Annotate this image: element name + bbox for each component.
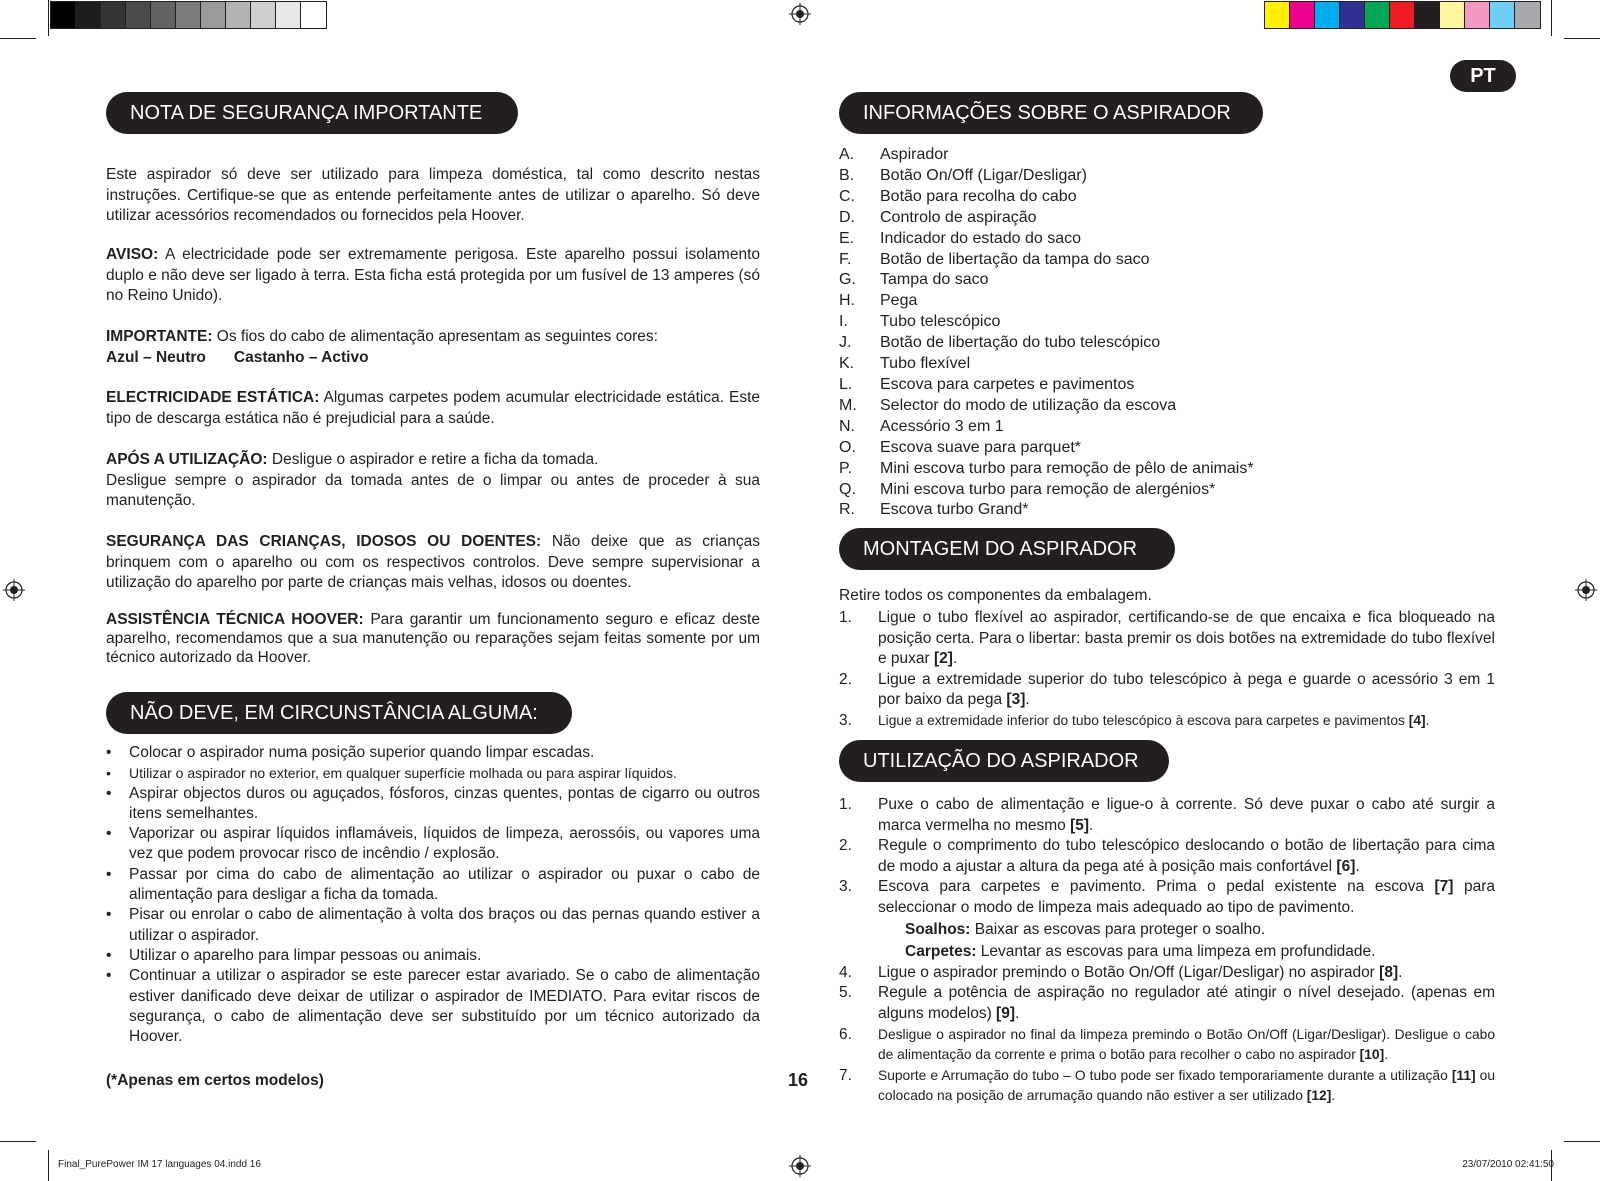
gray-calibration-bar — [50, 1, 327, 29]
part-key: N. — [839, 417, 855, 435]
children-label: SEGURANÇA DAS CRIANÇAS, IDOSOS OU DOENTES: — [106, 533, 542, 550]
step-text-wrap — [878, 963, 1495, 984]
children-paragraph — [106, 532, 760, 594]
step-text-wrap — [878, 795, 1495, 836]
part-item — [839, 333, 1254, 354]
registration-mark-icon — [1575, 579, 1597, 601]
part-item — [839, 187, 1254, 208]
part-item — [839, 229, 1254, 250]
warning-label: AVISO: — [106, 246, 159, 263]
step-number: 2. — [839, 670, 852, 688]
static-text: Algumas carpetes podem acumular electricidade estática. Este tipo de descarga estática não é prejudicial para a saúde. — [106, 389, 760, 427]
step-text: Ligue a extremidade superior do tubo telescópico à pega e guarde o acessório 3 em 1 por baixo da pega — [878, 670, 1495, 709]
registration-mark-icon — [3, 579, 25, 601]
after-use-text: Desligue o aspirador e retire a ficha da tomada. — [267, 451, 599, 468]
important-text: Os fios do cabo de alimentação apresentam as seguintes cores: — [212, 328, 658, 345]
step-item — [839, 795, 1495, 836]
part-label: Escova para carpetes e pavimentos — [880, 375, 1135, 393]
crop-mark — [48, 1150, 49, 1181]
step-end: . — [1015, 1004, 1020, 1022]
step-ref: [12] — [1306, 1088, 1332, 1104]
step-ref: [2] — [934, 650, 953, 668]
part-label: Mini escova turbo para remoção de alergénios* — [880, 480, 1216, 498]
step-end: . — [1398, 963, 1403, 981]
heading-never: NÃO DEVE, EM CIRCUNSTÂNCIA ALGUMA: — [106, 692, 572, 734]
step-number: 3. — [839, 878, 852, 896]
step-text-wrap — [878, 983, 1495, 1024]
step-ref: [8] — [1379, 963, 1399, 981]
after-use-paragraph — [106, 450, 760, 512]
language-tab: PT — [1450, 60, 1516, 92]
step-ref: [3] — [1006, 691, 1026, 709]
service-text: Para garantir um funcionamento seguro e eficaz deste aparelho, recomendamos que a sua manutenção ou reparações sejam feitas somente por um técnico autorizado da Hoover. — [106, 611, 760, 666]
color-swatch — [1415, 2, 1440, 28]
color-swatch — [1340, 2, 1365, 28]
part-label: Escova suave para parquet* — [880, 438, 1082, 456]
color-swatch — [1465, 2, 1490, 28]
step-item — [839, 1025, 1495, 1066]
warning-text: A electricidade pode ser extremamente perigosa. Este aparelho possui isolamento duplo e não deve ser ligado à terra. Esta ficha está protegida por um fusível de 13 amperes (só no Reino Unido). — [106, 246, 760, 304]
step-text-wrap — [878, 836, 1495, 877]
never-list — [106, 743, 760, 1047]
heading-use: UTILIZAÇÃO DO ASPIRADOR — [839, 740, 1169, 782]
step-end: . — [1089, 816, 1094, 834]
part-item — [839, 396, 1254, 417]
step-text: Ligue a extremidade inferior do tubo telescópico à escova para carpetes e pavimentos — [878, 712, 1409, 728]
gray-swatch — [276, 2, 301, 28]
part-item — [839, 270, 1254, 291]
slug-date: 23/07/2010 02:41:50 — [1462, 1159, 1554, 1170]
step-end: ou colocado na posição de arrumação quando não estiver a ser utilizado — [878, 1067, 1495, 1104]
step-item — [839, 983, 1495, 1024]
crop-mark — [1551, 0, 1552, 36]
step-text-wrap — [878, 1025, 1495, 1066]
part-label: Botão para recolha do cabo — [880, 187, 1077, 205]
soalhos-label: Soalhos: — [905, 920, 971, 938]
heading-info: INFORMAÇÕES SOBRE O ASPIRADOR — [839, 92, 1263, 134]
safety-intro — [106, 165, 760, 227]
part-item — [839, 312, 1254, 333]
step-end: . — [1025, 691, 1030, 709]
step-text-wrap — [878, 1066, 1495, 1107]
step-text-wrap — [878, 877, 1495, 962]
gray-swatch — [151, 2, 176, 28]
part-key: D. — [839, 208, 855, 226]
part-item — [839, 208, 1254, 229]
step-item — [839, 711, 1495, 732]
soalhos-text: Baixar as escovas para proteger o soalho. — [970, 920, 1266, 938]
step-text-wrap — [878, 608, 1495, 670]
step-text: Escova para carpetes e pavimento. Prima o pedal existente na escova — [878, 878, 1435, 896]
step-text-wrap — [878, 711, 1495, 732]
part-item — [839, 166, 1254, 187]
part-key: P. — [839, 459, 853, 477]
step-end: . — [952, 650, 958, 668]
step-end: . — [1425, 712, 1430, 728]
step-number: 1. — [839, 796, 852, 813]
part-label: Escova turbo Grand* — [880, 501, 1029, 519]
parts-list — [839, 145, 1254, 521]
crop-mark — [0, 38, 36, 39]
part-label: Mini escova turbo para remoção de pêlo de animais* — [880, 459, 1254, 477]
assembly-steps — [839, 608, 1495, 732]
part-label: Tubo flexível — [880, 355, 971, 373]
color-swatch — [1365, 2, 1390, 28]
service-label: ASSISTÊNCIA TÉCNICA HOOVER: — [106, 611, 364, 628]
crop-mark — [1564, 38, 1600, 39]
gray-swatch — [251, 2, 276, 28]
step-end: . — [1331, 1088, 1336, 1104]
step-number: 3. — [839, 711, 852, 729]
color-swatch — [1315, 2, 1340, 28]
step-text: Regule a potência de aspiração no regulador até atingir o nível desejado. (apenas em alguns modelos) — [878, 984, 1495, 1022]
gray-swatch — [76, 2, 101, 28]
crop-mark — [48, 0, 49, 36]
wire-blue: Azul – Neutro — [106, 348, 206, 366]
step-number: 1. — [839, 609, 852, 626]
page-number: 16 — [788, 1070, 809, 1090]
part-item — [839, 500, 1254, 521]
step-text: Regule o comprimento do tubo telescópico deslocando o botão de libertação para cima de modo a ajustar a altura da pega até à posição mais confortável — [878, 837, 1495, 875]
part-label: Pega — [880, 292, 918, 310]
step-text: Ligue o aspirador premindo o Botão On/Off (Ligar/Desligar) no aspirador — [878, 963, 1380, 981]
part-item — [839, 459, 1254, 480]
step-number: 4. — [839, 963, 852, 981]
gray-swatch — [301, 2, 326, 28]
part-key: J. — [839, 334, 852, 352]
never-item: • Utilizar o aspirador no exterior, em qualquer superfície molhada ou para aspirar líquidos. — [106, 763, 760, 783]
part-key: R. — [839, 501, 855, 519]
step-number: 5. — [839, 984, 852, 1002]
part-key: L. — [839, 375, 853, 393]
part-label: Botão On/Off (Ligar/Desligar) — [880, 166, 1087, 184]
part-item — [839, 291, 1254, 312]
step-end: para seleccionar o modo de limpeza mais adequado ao tipo de pavimento. — [878, 878, 1495, 916]
part-item — [839, 145, 1254, 166]
part-key: C. — [839, 187, 855, 205]
never-item: • Vaporizar ou aspirar líquidos inflamáveis, líquidos de limpeza, aerossóis, ou vapores uma vez que podem provocar risco de incêndio / explosão. — [106, 824, 760, 865]
color-swatch — [1265, 2, 1290, 28]
crop-mark — [1564, 1141, 1600, 1142]
step-text-wrap — [878, 670, 1495, 711]
step-item — [839, 608, 1495, 670]
color-swatch — [1440, 2, 1465, 28]
footnote: (*Apenas em certos modelos) — [106, 1072, 324, 1089]
gray-swatch — [226, 2, 251, 28]
step-ref: [9] — [996, 1004, 1015, 1022]
step-text: Suporte e Arrumação do tubo – O tubo pode ser fixado temporariamente durante a utilização — [878, 1067, 1452, 1083]
part-item — [839, 438, 1254, 459]
wire-brown: Castanho – Activo — [233, 348, 369, 366]
step-end: . — [1384, 1047, 1389, 1063]
part-label: Botão de libertação da tampa do saco — [880, 250, 1150, 268]
step-item — [839, 670, 1495, 711]
never-item: • Aspirar objectos duros ou aguçados, fósforos, cinzas quentes, pontas de cigarro ou outros itens semelhantes. — [106, 784, 760, 825]
part-label: Tubo telescópico — [880, 313, 1001, 331]
registration-mark-icon — [789, 3, 811, 25]
color-swatch — [1390, 2, 1415, 28]
step-number: 2. — [839, 837, 852, 855]
safety-intro-text: Este aspirador só deve ser utilizado para limpeza doméstica, tal como descrito nestas instruções. Certifique-se que as entende perfeitamente antes de utilizar o aparelho. Só deve utilizar acessórios recomendados ou fornecidos pela Hoover. — [106, 166, 760, 224]
step-text: Desligue o aspirador no final da limpeza premindo o Botão On/Off (Ligar/Desligar). Desligue o cabo de alimentação da corrente e prima o botão para recolher o cabo no aspirador — [878, 1026, 1495, 1063]
color-swatch — [1290, 2, 1315, 28]
carpetes-text: Levantar as escovas para uma limpeza em profundidade. — [976, 943, 1376, 961]
static-label: ELECTRICIDADE ESTÁTICA: — [106, 389, 320, 406]
part-item — [839, 417, 1254, 438]
part-label: Controlo de aspiração — [880, 208, 1037, 226]
step-ref: [6] — [1336, 857, 1356, 875]
step-end: . — [1355, 857, 1360, 875]
warning-paragraph — [106, 245, 760, 307]
part-item — [839, 375, 1254, 396]
never-item: • Utilizar o aparelho para limpar pessoas ou animais. — [106, 946, 760, 966]
never-item: • Pisar ou enrolar o cabo de alimentação à volta dos braços ou das pernas quando estiver a utilizar o aspirador. — [106, 905, 760, 946]
important-paragraph — [106, 327, 760, 368]
soalhos-note — [878, 920, 1495, 941]
step-number: 7. — [839, 1066, 852, 1084]
part-label: Acessório 3 em 1 — [880, 417, 1004, 435]
part-label: Selector do modo de utilização da escova — [880, 396, 1177, 414]
after-use-text-2: Desligue sempre o aspirador da tomada antes de o limpar ou antes de proceder à sua manutenção. — [106, 471, 760, 509]
step-text: Ligue o tubo flexível ao aspirador, certificando-se de que encaixa e fica bloqueado na posição certa. Para o libertar: basta premir os dois botões na extremidade do tubo flexível e puxar — [878, 609, 1495, 668]
assembly-intro: Retire todos os componentes da embalagem. — [839, 587, 1152, 604]
color-calibration-bar — [1264, 1, 1541, 29]
part-item — [839, 250, 1254, 271]
service-paragraph — [106, 610, 760, 667]
part-key: E. — [839, 229, 855, 247]
gray-swatch — [101, 2, 126, 28]
gray-swatch — [201, 2, 226, 28]
step-item — [839, 1066, 1495, 1107]
step-ref: [10] — [1359, 1047, 1385, 1063]
part-item — [839, 354, 1254, 375]
crop-mark — [0, 1141, 36, 1142]
part-key: F. — [839, 250, 852, 268]
part-key: I. — [839, 313, 848, 331]
part-key: G. — [839, 271, 856, 289]
step-text: Puxe o cabo de alimentação e ligue-o à corrente. Só deve puxar o cabo até surgir a marca vermelha no mesmo — [878, 796, 1495, 834]
carpetes-note — [878, 942, 1495, 963]
part-key: A. — [839, 146, 855, 163]
never-item: • Colocar o aspirador numa posição superior quando limpar escadas. — [106, 743, 760, 763]
registration-mark-icon — [789, 1155, 811, 1177]
color-swatch — [1490, 2, 1515, 28]
never-item: • Passar por cima do cabo de alimentação ao utilizar o aspirador ou puxar o cabo de alimentação para desligar a ficha da tomada. — [106, 865, 760, 906]
step-number: 6. — [839, 1025, 852, 1043]
gray-swatch — [176, 2, 201, 28]
slug-file: Final_PurePower IM 17 languages 04.indd 16 — [58, 1159, 261, 1170]
usage-steps — [839, 795, 1495, 1107]
part-key: B. — [839, 166, 855, 184]
step-item — [839, 877, 1495, 962]
part-key: K. — [839, 355, 855, 373]
step-ref: [11] — [1451, 1067, 1476, 1083]
part-key: O. — [839, 438, 856, 456]
part-item — [839, 480, 1254, 501]
part-label: Tampa do saco — [880, 271, 989, 289]
part-label: Botão de libertação do tubo telescópico — [880, 334, 1161, 352]
children-text: Não deixe que as crianças brinquem com o aparelho ou com os respectivos controlos. Deve sempre supervisionar a utilização do aparelho por parte de crianças mais velhas, idosos ou doentes. — [106, 533, 760, 591]
part-key: H. — [839, 292, 855, 310]
heading-safety: NOTA DE SEGURANÇA IMPORTANTE — [106, 92, 518, 134]
carpetes-label: Carpetes: — [905, 943, 977, 961]
important-label: IMPORTANTE: — [106, 328, 213, 345]
heading-assembly: MONTAGEM DO ASPIRADOR — [839, 528, 1175, 570]
static-paragraph — [106, 388, 760, 429]
step-item — [839, 836, 1495, 877]
never-item: • Continuar a utilizar o aspirador se este parecer estar avariado. Se o cabo de alimentação estiver danificado deve deixar de utilizar o aspirador de IMEDIATO. Para evitar riscos de segurança, o cabo de alimentação deve ser substituído por um técnico autorizado da Hoover. — [106, 966, 760, 1047]
part-key: Q. — [839, 480, 856, 498]
part-label: Aspirador — [880, 146, 949, 163]
after-use-label: APÓS A UTILIZAÇÃO: — [106, 451, 268, 468]
step-ref: [4] — [1408, 712, 1426, 728]
part-key: M. — [839, 396, 857, 414]
color-swatch — [1515, 2, 1540, 28]
step-item — [839, 963, 1495, 984]
step-ref: [7] — [1434, 878, 1454, 896]
gray-swatch — [126, 2, 151, 28]
gray-swatch — [51, 2, 76, 28]
part-label: Indicador do estado do saco — [880, 229, 1082, 247]
step-ref: [5] — [1070, 816, 1090, 834]
